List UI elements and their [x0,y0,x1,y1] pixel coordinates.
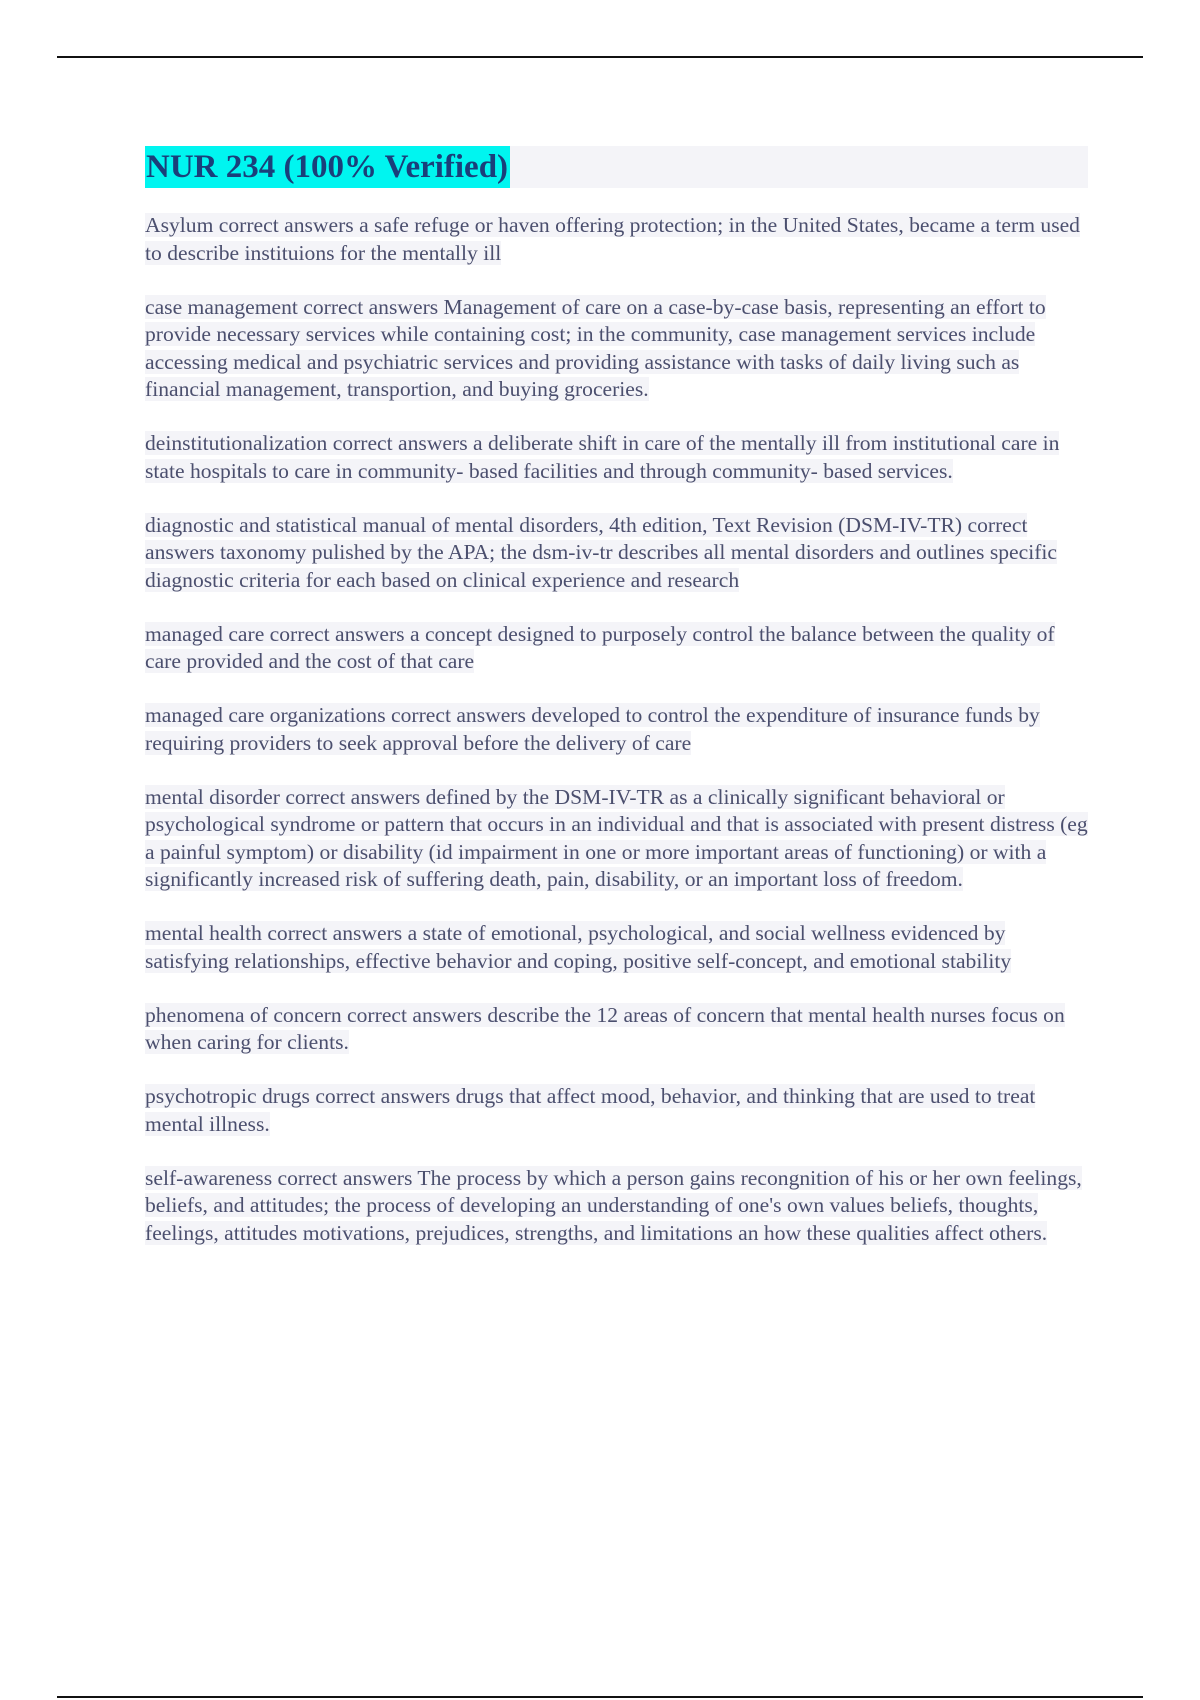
entry-text: managed care correct answers a concept designed to purposely control the balance between the quality of care provided and the cost of that care [145,621,1055,673]
title-band [145,146,1088,188]
glossary-entry [145,702,1088,757]
entry-text: psychotropic drugs correct answers drugs that affect mood, behavior, and thinking that are used to treat mental illness. [145,1084,1036,1136]
entry-text: managed care organizations correct answers developed to control the expenditure of insurance funds by requiring providers to seek approval before the delivery of care [145,703,1040,755]
glossary-entry [145,430,1088,485]
entry-text: Asylum correct answers a safe refuge or haven offering protection; in the United States, became a term used to describe instituions for the mentally ill [145,213,1080,265]
glossary-entry [145,294,1088,404]
glossary-entry [145,784,1088,894]
glossary-entry [145,212,1088,267]
glossary-entry [145,1083,1088,1138]
entry-text: mental disorder correct answers defined by the DSM-IV-TR as a clinically significant behavioral or psychological syndrome or pattern that occurs in an individual and that is associated with present distress (eg a painful symptom) or disability (id impairment in one or more important areas of functioning) or with a significantly increased risk of suffering death, pain, disability, or an important loss of freedom. [145,784,1088,891]
glossary-entry [145,1002,1088,1057]
entry-text: phenomena of concern correct answers describe the 12 areas of concern that mental health nurses focus on when caring for clients. [145,1002,1065,1054]
glossary-entry [145,512,1088,595]
page-bottom-rule [57,1696,1143,1698]
entry-text: mental health correct answers a state of emotional, psychological, and social wellness evidenced by satisfying relationships, effective behavior and coping, positive self-concept, and emotional stability [145,921,1012,973]
entry-text: deinstitutionalization correct answers a deliberate shift in care of the mentally ill from institutional care in state hospitals to care in community- based facilities and through community- based services. [145,431,1060,483]
page-top-rule [57,56,1143,58]
glossary-entry [145,621,1088,676]
entry-text: case management correct answers Management of care on a case-by-case basis, representing an effort to provide necessary services while containing cost; in the community, case management services include accessing medical and psychiatric services and providing assistance with tasks of daily living such as financial management, transportion, and buying groceries. [145,294,1046,401]
entry-text: self-awareness correct answers The process by which a person gains recongnition of his or her own feelings, beliefs, and attitudes; the process of developing an understanding of one's own values beliefs, thoughts, feelings, attitudes motivations, prejudices, strengths, and limitations an how these qualities affect others. [145,1165,1082,1245]
document-title: NUR 234 (100% Verified) [145,146,510,188]
entry-text: diagnostic and statistical manual of mental disorders, 4th edition, Text Revision (DSM-IV-TR) correct answers taxonomy pulished by the APA; the dsm-iv-tr describes all mental disorders and outlines specific diagnostic criteria for each based on clinical experience and research [145,512,1057,592]
document-body [145,146,1088,1274]
glossary-entry [145,920,1088,975]
glossary-entry [145,1165,1088,1248]
